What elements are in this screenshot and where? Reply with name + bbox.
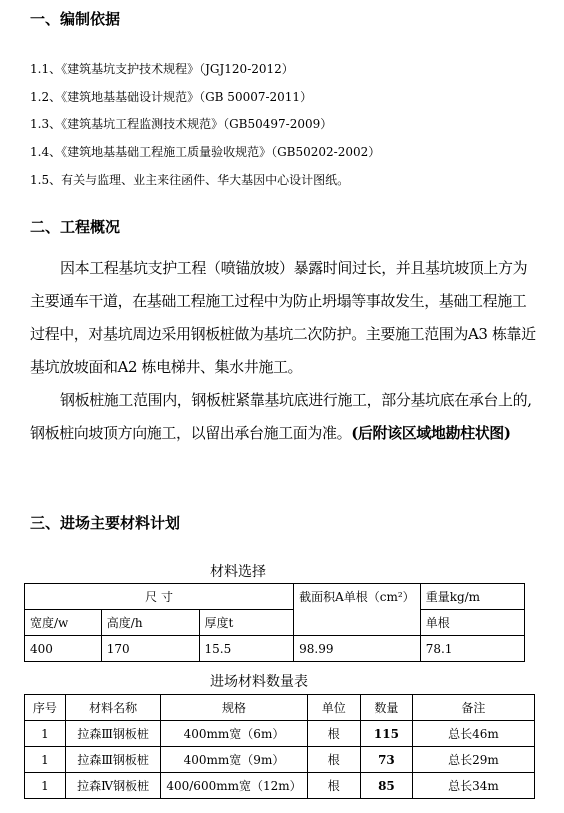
table-cell: 总长46m <box>412 721 534 747</box>
section-3-heading: 三、进场主要材料计划 <box>30 514 181 532</box>
table-header: 备注 <box>412 695 534 721</box>
table-cell: 1 <box>25 747 66 773</box>
table-row <box>25 747 535 773</box>
table-2-caption: 进场材料数量表 <box>210 674 308 690</box>
table-cell: 总长34m <box>412 773 534 799</box>
table-cell: 78.1 <box>420 636 524 662</box>
table-cell: 98.99 <box>294 636 421 662</box>
basis-item: 1.4、《建筑地基基础工程施工质量验收规范》（GB50202-2002） <box>30 145 381 159</box>
overview-paragraph-1: 因本工程基坑支护工程（喷锚放坡）暴露时间过长，并且基坑坡顶上方为主要通车干道，在基础工程施工过程中为防止坍塌等事故发生，基础工程施工过程中，对基坑周边采用钢板桩做为基坑二次防护。主要施工范围为A3 栋靠近基坑放坡面和A2 栋电梯井、集水井施工。 <box>30 259 536 376</box>
material-selection-table <box>24 583 525 662</box>
area-header: 截面积A单根（cm²） <box>294 584 421 636</box>
table-header: 单位 <box>307 695 360 721</box>
height-header: 高度/h <box>101 610 199 636</box>
table-cell: 15.5 <box>199 636 294 662</box>
single-header: 单根 <box>420 610 524 636</box>
overview-text <box>30 252 540 450</box>
overview-paragraph-2 <box>30 384 540 450</box>
basis-item: 1.1、《建筑基坑支护技术规程》（JGJ120-2012） <box>30 62 294 76</box>
size-header: 尺 寸 <box>25 584 294 610</box>
basis-item: 1.5、有关与监理、业主来往函件、华大基因中心设计图纸。 <box>30 173 350 187</box>
overview-paragraph-2-text: 钢板桩施工范围内，钢板桩紧靠基坑底进行施工，部分基坑底在承台上的, 钢板桩向坡顶方向施工，以留出承台施工面为准。 <box>30 391 532 442</box>
thickness-header: 厚度t <box>199 610 294 636</box>
table-cell: 拉森Ⅳ钢板桩 <box>65 773 161 799</box>
table-cell: 85 <box>361 773 413 799</box>
table-subheader-row <box>25 610 525 636</box>
section-1-heading: 一、编制依据 <box>30 10 121 28</box>
table-cell: 1 <box>25 773 66 799</box>
table-row <box>25 773 535 799</box>
material-quantity-table <box>24 694 535 799</box>
table-header-row <box>25 695 535 721</box>
attachment-note: (后附该区域地勘柱状图) <box>351 424 511 442</box>
table-cell: 拉森Ⅲ钢板桩 <box>65 747 161 773</box>
basis-item: 1.3、《建筑基坑工程监测技术规范》（GB50497-2009） <box>30 117 333 131</box>
table-header-row <box>25 584 525 610</box>
table-header: 材料名称 <box>65 695 161 721</box>
basis-item: 1.2、《建筑地基基础设计规范》（GB 50007-2011） <box>30 90 313 104</box>
table-cell: 400 <box>25 636 102 662</box>
table-header: 数量 <box>361 695 413 721</box>
table-cell: 1 <box>25 721 66 747</box>
weight-header: 重量kg/m <box>420 584 524 610</box>
table-cell: 400mm宽（9m） <box>161 747 307 773</box>
table-cell: 根 <box>307 747 360 773</box>
section-2-heading: 二、工程概况 <box>30 218 121 236</box>
table-row <box>25 721 535 747</box>
table-cell: 170 <box>101 636 199 662</box>
table-cell: 根 <box>307 773 360 799</box>
table-row <box>25 636 525 662</box>
table-cell: 拉森Ⅲ钢板桩 <box>65 721 161 747</box>
width-header: 宽度/w <box>25 610 102 636</box>
table-cell: 400/600mm宽（12m） <box>161 773 307 799</box>
table-1-caption: 材料选择 <box>210 564 266 580</box>
table-header: 规格 <box>161 695 307 721</box>
table-cell: 400mm宽（6m） <box>161 721 307 747</box>
table-cell: 根 <box>307 721 360 747</box>
table-cell: 总长29m <box>412 747 534 773</box>
table-header: 序号 <box>25 695 66 721</box>
table-cell: 73 <box>361 747 413 773</box>
table-cell: 115 <box>361 721 413 747</box>
